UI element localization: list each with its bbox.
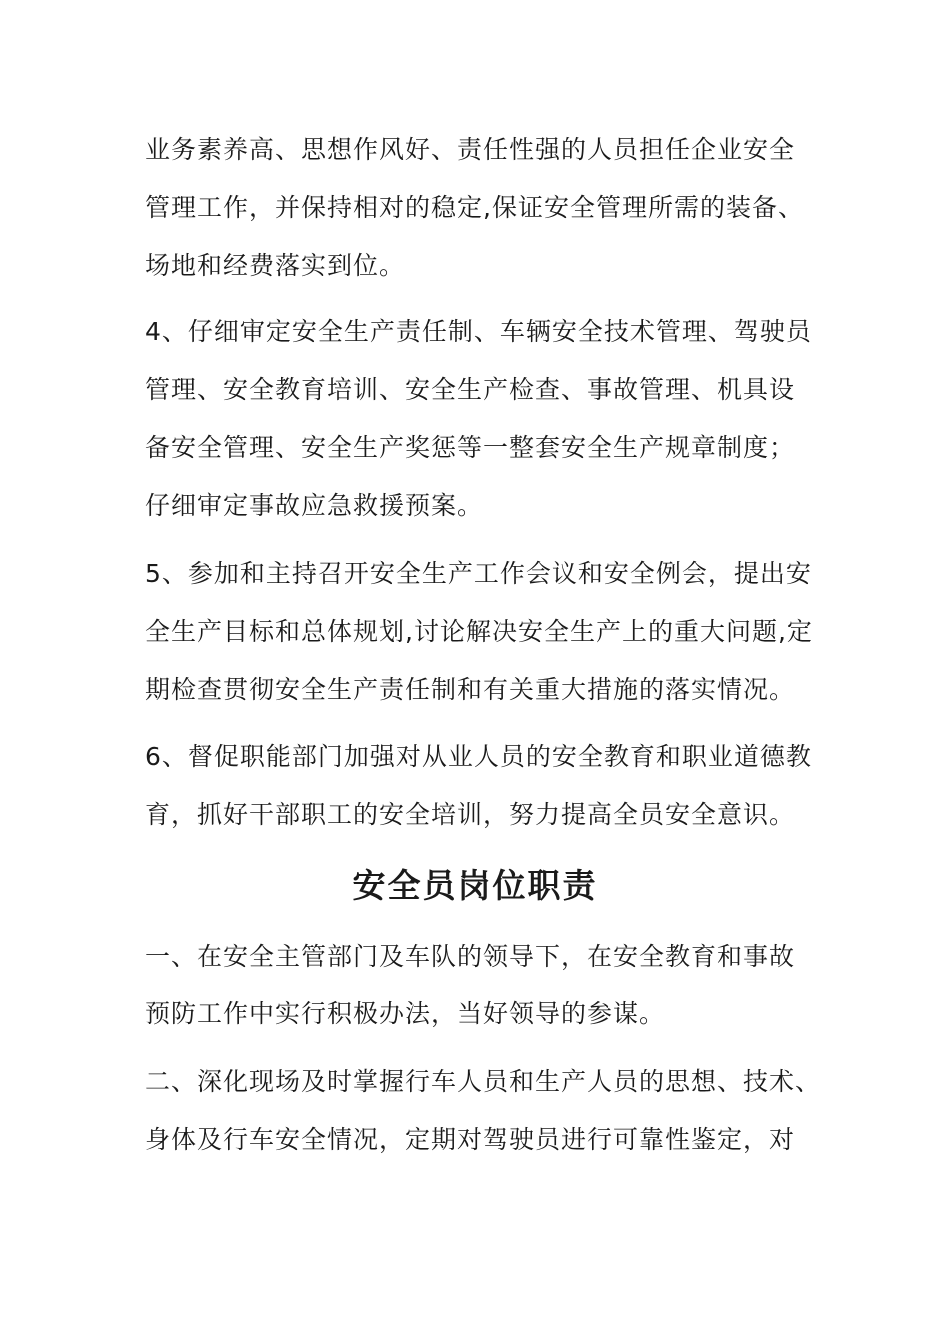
paragraph-line: 管理、安全教育培训、安全生产检查、事故管理、机具设 <box>145 375 796 404</box>
paragraph-line: 备安全管理、安全生产奖惩等一整套安全生产规章制度； <box>145 433 796 462</box>
paragraph-line: 育，抓好干部职工的安全培训，努力提高全员安全意识。 <box>145 800 796 829</box>
section-title: 安全员岗位职责 <box>352 866 598 905</box>
paragraph-line: 6、督促职能部门加强对从业人员的安全教育和职业道德教 <box>145 742 812 771</box>
paragraph-line: 5、参加和主持召开安全生产工作会议和安全例会，提出安 <box>145 559 812 588</box>
paragraph-line: 期检查贯彻安全生产责任制和有关重大措施的落实情况。 <box>145 675 796 704</box>
paragraph-line: 管理工作，并保持相对的稳定,保证安全管理所需的装备、 <box>145 193 804 222</box>
paragraph-line: 4、仔细审定安全生产责任制、车辆安全技术管理、驾驶员 <box>145 317 812 346</box>
paragraph-line: 预防工作中实行积极办法，当好领导的参谋。 <box>145 999 666 1028</box>
paragraph-line: 全生产目标和总体规划,讨论解决安全生产上的重大问题,定 <box>145 617 813 646</box>
paragraph-line: 二、深化现场及时掌握行车人员和生产人员的思想、技术、 <box>145 1067 822 1096</box>
paragraph-line: 仔细审定事故应急救援预案。 <box>145 491 484 520</box>
paragraph-line: 业务素养高、思想作风好、责任性强的人员担任企业安全 <box>145 135 796 164</box>
paragraph-line: 场地和经费落实到位。 <box>145 251 406 280</box>
paragraph-line: 身体及行车安全情况，定期对驾驶员进行可靠性鉴定，对 <box>145 1125 796 1154</box>
paragraph-line: 一、在安全主管部门及车队的领导下，在安全教育和事故 <box>145 942 796 971</box>
